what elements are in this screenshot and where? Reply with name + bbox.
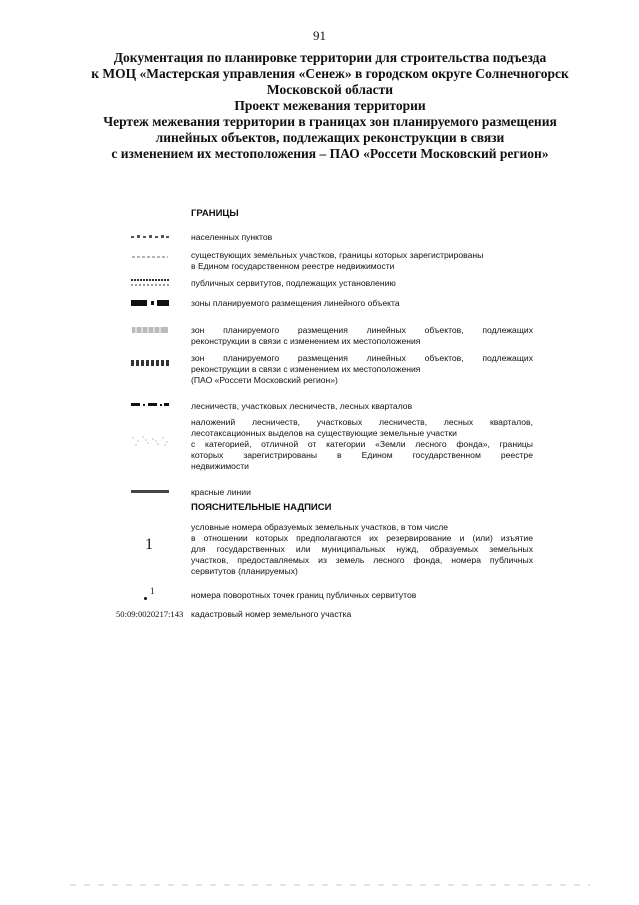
legend-text: реконструкции в связи с изменением их местоположения (191, 364, 421, 374)
hatched-gray-band-icon (130, 326, 170, 334)
notes-heading: ПОЯСНИТЕЛЬНЫЕ НАДПИСИ (191, 502, 332, 513)
dotted-boundary-line-icon (130, 233, 170, 241)
title-line: с изменением их местоположения – ПАО «Россети Московский регион» (111, 146, 549, 161)
legend-text: участков, предоставляемых из земель лесного фонда, номера публичных (191, 555, 533, 565)
legend-text: красные линии (191, 487, 251, 497)
legend-text: реконструкции в связи с изменением их местоположения (191, 336, 421, 346)
legend-text: недвижимости (191, 461, 249, 471)
legend-text: населенных пунктов (191, 232, 273, 242)
scan-artifact-line (70, 884, 590, 886)
legend-text: лесотаксационных выделов на существующие земельные участки (191, 428, 457, 438)
title-line: Чертеж межевания территории в границах зон планируемого размещения (103, 114, 557, 129)
legend-text: публичных сервитутов, подлежащих установлению (191, 278, 396, 288)
document-title (60, 50, 600, 162)
legend-text: (ПАО «Россети Московский регион») (191, 375, 338, 385)
legend-text: зон планируемого размещения линейных объектов, подлежащих (191, 353, 533, 363)
title-line: Проект межевания территории (234, 98, 426, 113)
dense-dashed-band-icon (130, 359, 170, 367)
stippled-area-icon (130, 435, 170, 447)
legend-text: зон планируемого размещения линейных объектов, подлежащих (191, 325, 533, 335)
thin-dashed-line-icon (130, 253, 170, 261)
legend-text: зоны планируемого размещения линейного объекта (191, 298, 400, 308)
legend-text: в отношении которых предполагаются их резервирование и (или) изъятие (191, 533, 533, 543)
title-line: линейных объектов, подлежащих реконструкции в связи (155, 130, 505, 145)
legend-text: лесничеств, участковых лесничеств, лесных кварталов (191, 401, 413, 411)
bold-dash-line-icon (130, 298, 170, 308)
point-marker-icon (144, 597, 147, 600)
legend-text: кадастровый номер земельного участка (191, 609, 352, 619)
legend-text: в Едином государственном реестре недвижимости (191, 261, 395, 271)
cadastral-number-sample: 50:09:0020217:143 (116, 609, 184, 619)
parcel-number-sample: 1 (145, 536, 153, 553)
legend-text: условные номера образуемых земельных участков, в том числе (191, 522, 449, 532)
legend-text: сервитутов (планируемых) (191, 566, 298, 576)
title-line: к МОЦ «Мастерская управления «Сенеж» в городском округе Солнечногорск (91, 66, 569, 81)
legend-text: номера поворотных точек границ публичных сервитутов (191, 590, 417, 600)
legend-text: наложений лесничеств, участковых лесничеств, лесных кварталов, (191, 417, 533, 427)
legend-text: которых зарегистрированы в Едином государственном реестре (191, 450, 533, 460)
title-line: Московской области (266, 82, 394, 97)
turning-point-number-sample: 1 (150, 586, 155, 596)
page-number: 91 (313, 28, 326, 43)
legend-text: для государственных или муниципальных нужд, образуемых земельных (191, 544, 533, 554)
dash-dot-line-icon (130, 401, 170, 409)
hatched-dashed-line-icon (130, 278, 170, 288)
red-line-band-icon (130, 488, 170, 496)
boundaries-heading: ГРАНИЦЫ (191, 208, 239, 219)
legend-text: с категорией, отличной от категории «Земли лесного фонда», границы (191, 439, 533, 449)
title-line: Документация по планировке территории для строительства подъезда (113, 50, 547, 65)
legend-text: существующих земельных участков, границы которых зарегистрированы (191, 250, 484, 260)
